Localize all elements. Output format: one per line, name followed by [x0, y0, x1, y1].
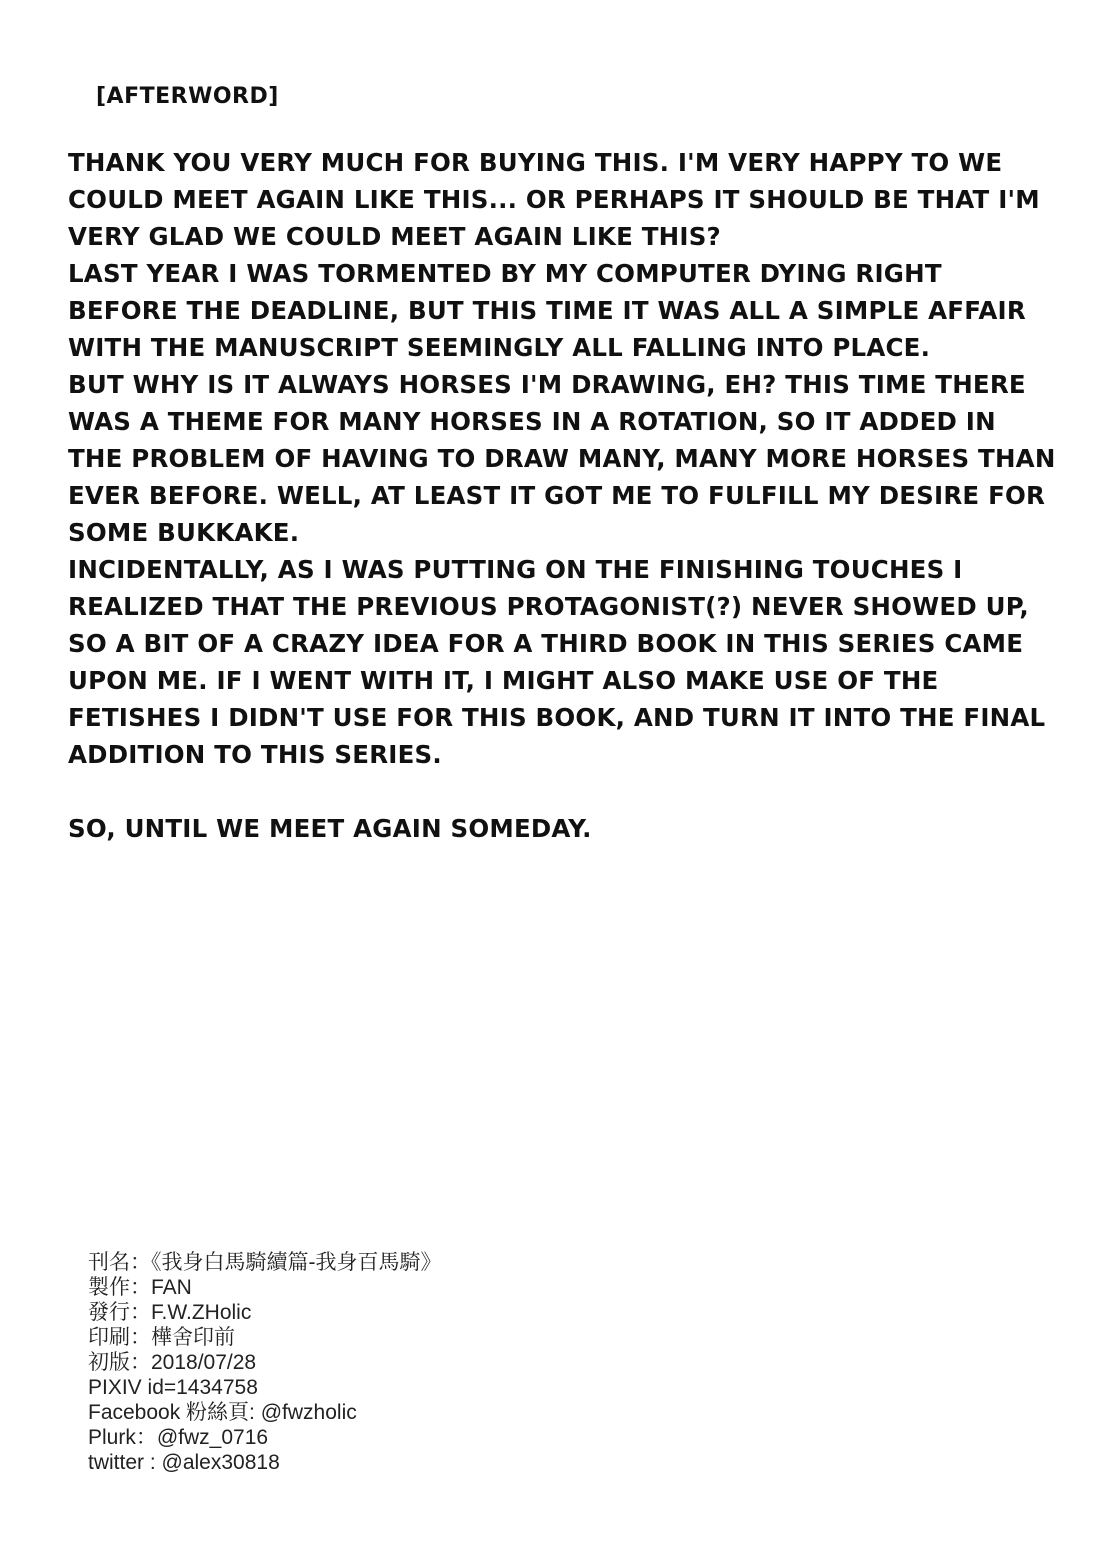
- colophon-twitter: twitter : @alex30818: [88, 1451, 280, 1474]
- colophon-producer: 製作：FAN: [88, 1276, 192, 1299]
- colophon-title: 刊名：《我身白馬騎續篇-我身百馬騎》: [88, 1251, 442, 1274]
- colophon-plurk: Plurk：@fwz_0716: [88, 1426, 269, 1449]
- colophon: [88, 1250, 442, 1475]
- afterword-paragraph: BUT WHY IS IT ALWAYS HORSES I'M DRAWING, EH? THIS TIME THERE WAS A THEME FOR MANY HORSES IN A ROTATION, SO IT ADDED IN THE PROBLEM OF HAVING TO DRAW MANY, MANY MORE HORSES THAN EVER BEFORE. WELL, AT LEAST IT GOT ME TO FULFILL MY DESIRE FOR SOME BUKKAKE.: [68, 370, 1056, 547]
- colophon-printer: 印刷：樺舍印前: [88, 1326, 235, 1349]
- colophon-facebook: Facebook 粉絲頁: @fwzholic: [88, 1401, 357, 1424]
- colophon-publisher: 發行：F.W.ZHolic: [88, 1301, 252, 1324]
- colophon-pixiv: PIXIV id=1434758: [88, 1376, 258, 1399]
- afterword-body: [68, 144, 1058, 847]
- afterword-heading: [AFTERWORD]: [96, 84, 279, 109]
- afterword-paragraph: LAST YEAR I WAS TORMENTED BY MY COMPUTER DYING RIGHT BEFORE THE DEADLINE, BUT THIS TIME IT WAS ALL A SIMPLE AFFAIR WITH THE MANUSCRIPT SEEMINGLY ALL FALLING INTO PLACE.: [68, 259, 1026, 362]
- afterword-paragraph: THANK YOU VERY MUCH FOR BUYING THIS. I'M VERY HAPPY TO WE COULD MEET AGAIN LIKE THIS... OR PERHAPS IT SHOULD BE THAT I'M VERY GLAD WE COULD MEET AGAIN LIKE THIS?: [68, 148, 1040, 251]
- afterword-paragraph: INCIDENTALLY, AS I WAS PUTTING ON THE FINISHING TOUCHES I REALIZED THAT THE PREVIOUS PROTAGONIST(?) NEVER SHOWED UP, SO A BIT OF A CRAZY IDEA FOR A THIRD BOOK IN THIS SERIES CAME UPON ME. IF I WENT WITH IT, I MIGHT ALSO MAKE USE OF THE FETISHES I DIDN'T USE FOR THIS BOOK, AND TURN IT INTO THE FINAL ADDITION TO THIS SERIES.: [68, 555, 1046, 769]
- colophon-first-edition: 初版：2018/07/28: [88, 1351, 257, 1374]
- afterword-closing: SO, UNTIL WE MEET AGAIN SOMEDAY.: [68, 814, 592, 843]
